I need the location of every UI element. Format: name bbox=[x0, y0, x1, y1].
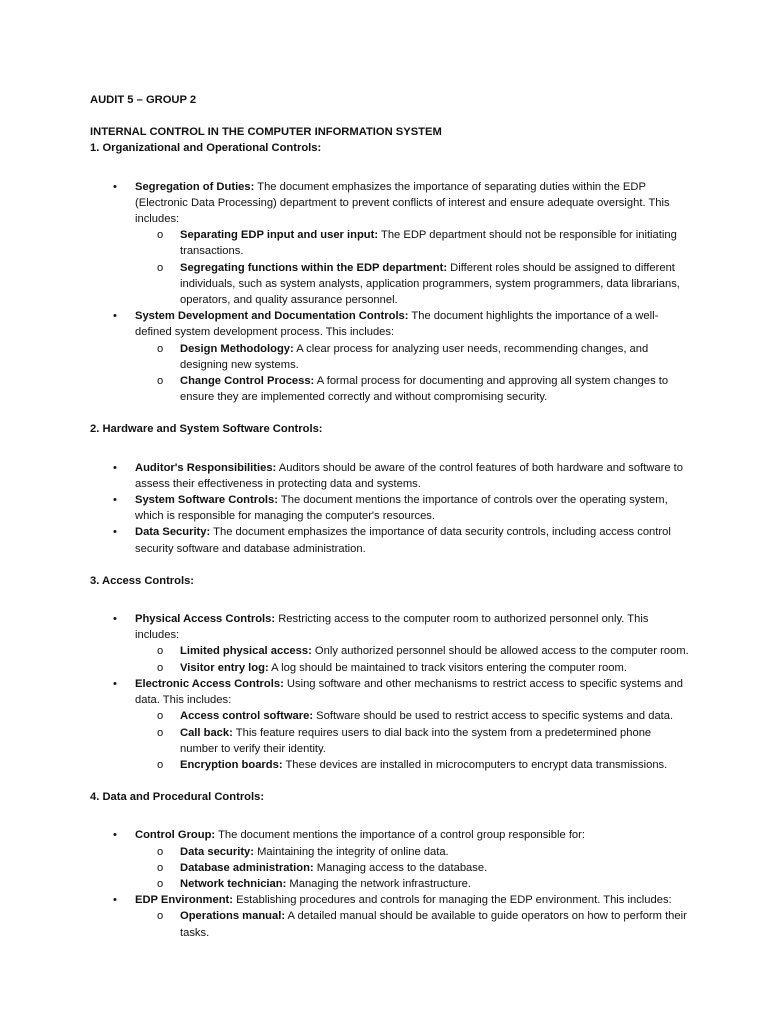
list-item bbox=[90, 827, 690, 892]
heading-gap bbox=[90, 805, 690, 827]
sub-item-text: Maintaining the integrity of online data. bbox=[254, 845, 449, 858]
bullet-glyph: • bbox=[113, 180, 117, 193]
sub-list-item bbox=[135, 643, 690, 659]
item-text: Establishing procedures and controls for managing the EDP environment. This includes: bbox=[233, 894, 672, 907]
document-title: AUDIT 5 – GROUP 2 bbox=[90, 94, 197, 106]
bullet-glyph: • bbox=[113, 310, 117, 323]
list-item bbox=[90, 676, 690, 773]
bullet-glyph: • bbox=[113, 613, 117, 626]
bullet-glyph: • bbox=[113, 894, 117, 907]
sub-list-item bbox=[135, 227, 690, 259]
sub-bullet-list bbox=[135, 844, 690, 893]
item-term: System Development and Documentation Controls: bbox=[135, 310, 409, 323]
bullet-glyph: • bbox=[113, 494, 117, 507]
sub-list-item bbox=[135, 860, 690, 876]
heading-gap bbox=[90, 438, 690, 460]
sub-item-text: These devices are installed in microcomputers to encrypt data transmissions. bbox=[282, 758, 668, 771]
sub-item-term: Segregating functions within the EDP department: bbox=[180, 261, 448, 274]
sub-bullet-glyph: o bbox=[157, 645, 164, 658]
bullet-list bbox=[90, 827, 690, 940]
sub-item-text: A formal process for documenting and approving all system changes to ensure they are implemented correctly and without compromising security. bbox=[180, 375, 669, 404]
bullet-glyph: • bbox=[113, 829, 117, 842]
item-term: Data Security: bbox=[135, 526, 211, 539]
sub-item-text: Software should be used to restrict access to specific systems and data. bbox=[313, 710, 674, 723]
item-term: EDP Environment: bbox=[135, 894, 234, 907]
sections-container bbox=[90, 140, 690, 940]
sub-item-term: Network technician: bbox=[180, 877, 287, 890]
item-text: The document emphasizes the importance of data security controls, including access control security software and database administration. bbox=[135, 526, 671, 555]
sub-bullet-glyph: o bbox=[157, 861, 164, 874]
sub-bullet-glyph: o bbox=[157, 710, 164, 723]
item-text: The document mentions the importance of controls over the operating system, which is responsible for managing the computer's resources. bbox=[135, 494, 668, 523]
sub-bullet-glyph: o bbox=[157, 375, 164, 388]
section-heading: 2. Hardware and System Software Controls: bbox=[90, 423, 323, 436]
sub-bullet-glyph: o bbox=[157, 342, 164, 355]
sub-bullet-list bbox=[135, 227, 690, 308]
sub-item-term: Separating EDP input and user input: bbox=[180, 229, 379, 242]
sub-list-item bbox=[135, 708, 690, 724]
document-page bbox=[90, 92, 690, 941]
bullet-list bbox=[90, 611, 690, 773]
sub-bullet-list bbox=[135, 643, 690, 675]
sub-list-item bbox=[135, 844, 690, 860]
section-heading: 4. Data and Procedural Controls: bbox=[90, 791, 265, 804]
bullet-glyph: • bbox=[113, 677, 117, 690]
sub-item-text: A detailed manual should be available to guide operators on how to perform their tasks. bbox=[180, 910, 687, 939]
item-text: The document mentions the importance of a control group responsible for: bbox=[215, 829, 585, 842]
sub-list-item bbox=[135, 876, 690, 892]
item-term: Segregation of Duties: bbox=[135, 180, 255, 193]
sub-list-item bbox=[135, 660, 690, 676]
list-item bbox=[90, 492, 690, 524]
bullet-glyph: • bbox=[113, 526, 117, 539]
sub-item-term: Operations manual: bbox=[180, 910, 286, 923]
sub-bullet-list bbox=[135, 341, 690, 406]
heading-gap bbox=[90, 589, 690, 611]
sub-bullet-glyph: o bbox=[157, 910, 164, 923]
list-item bbox=[90, 524, 690, 556]
sub-item-term: Data security: bbox=[180, 845, 254, 858]
item-text: Auditors should be aware of the control features of both hardware and software to assess their effectiveness in protecting data and systems. bbox=[135, 461, 684, 490]
bullet-list bbox=[90, 179, 690, 406]
sub-item-term: Visitor entry log: bbox=[180, 661, 269, 674]
item-text: The document emphasizes the importance of separating duties within the EDP (Electronic Data Processing) department to prevent conflicts of interest and ensure adequate oversight. This includes: bbox=[135, 180, 670, 226]
sub-item-term: Call back: bbox=[180, 726, 233, 739]
item-text: The document highlights the importance of a well-defined system development process. This includes: bbox=[135, 310, 659, 339]
sub-list-item bbox=[135, 373, 690, 405]
sub-bullet-list bbox=[135, 708, 690, 773]
item-text: Restricting access to the computer room to authorized personnel only. This includes: bbox=[135, 613, 649, 642]
sub-item-text: Managing access to the database. bbox=[313, 861, 488, 874]
sub-item-term: Change Control Process: bbox=[180, 375, 315, 388]
sub-item-text: A clear process for analyzing user needs, recommending changes, and designing new systems. bbox=[180, 342, 649, 371]
sub-item-term: Access control software: bbox=[180, 710, 314, 723]
sub-item-term: Encryption boards: bbox=[180, 758, 283, 771]
bullet-list bbox=[90, 460, 690, 557]
item-term: Electronic Access Controls: bbox=[135, 677, 284, 690]
item-term: System Software Controls: bbox=[135, 494, 278, 507]
sub-bullet-glyph: o bbox=[157, 845, 164, 858]
list-item bbox=[90, 460, 690, 492]
sub-list-item bbox=[135, 341, 690, 373]
section-gap bbox=[90, 405, 690, 421]
list-item bbox=[90, 611, 690, 676]
sub-bullet-glyph: o bbox=[157, 261, 164, 274]
item-term: Auditor's Responsibilities: bbox=[135, 461, 277, 474]
sub-bullet-glyph: o bbox=[157, 661, 164, 674]
sub-item-text: This feature requires users to dial back into the system from a predetermined phone number to verify their identity. bbox=[180, 726, 652, 755]
item-term: Physical Access Controls: bbox=[135, 613, 276, 626]
sub-list-item bbox=[135, 757, 690, 773]
bullet-glyph: • bbox=[113, 461, 117, 474]
sub-item-text: Only authorized personnel should be allowed access to the computer room. bbox=[311, 645, 689, 658]
list-item bbox=[90, 179, 690, 309]
section-gap bbox=[90, 773, 690, 789]
heading-gap bbox=[90, 157, 690, 179]
sub-list-item bbox=[135, 908, 690, 940]
section-heading: 3. Access Controls: bbox=[90, 574, 195, 587]
list-item bbox=[90, 892, 690, 941]
sub-item-term: Database administration: bbox=[180, 861, 314, 874]
item-term: Control Group: bbox=[135, 829, 216, 842]
sub-bullet-glyph: o bbox=[157, 726, 164, 739]
sub-bullet-glyph: o bbox=[157, 758, 164, 771]
sub-bullet-list bbox=[135, 908, 690, 940]
sub-list-item bbox=[135, 725, 690, 757]
section-gap bbox=[90, 557, 690, 573]
sub-item-text: Different roles should be assigned to different individuals, such as system analysts, application programmers, system programmers, data librarians, operators, and quality assurance personnel. bbox=[180, 261, 680, 307]
sub-item-text: A log should be maintained to track visitors entering the computer room. bbox=[268, 661, 627, 674]
item-text: Using software and other mechanisms to restrict access to specific systems and data. This includes: bbox=[135, 677, 683, 707]
sub-item-text: The EDP department should not be responsible for initiating transactions. bbox=[180, 229, 677, 258]
sub-item-term: Design Methodology: bbox=[180, 342, 294, 355]
sub-list-item bbox=[135, 260, 690, 309]
sub-item-text: Managing the network infrastructure. bbox=[286, 877, 471, 890]
sub-item-term: Limited physical access: bbox=[180, 645, 312, 658]
sub-bullet-glyph: o bbox=[157, 229, 164, 242]
section-heading: 1. Organizational and Operational Controls: bbox=[90, 142, 322, 155]
list-item bbox=[90, 308, 690, 405]
sub-bullet-glyph: o bbox=[157, 877, 164, 890]
document-subtitle: INTERNAL CONTROL IN THE COMPUTER INFORMATION SYSTEM bbox=[90, 126, 442, 139]
